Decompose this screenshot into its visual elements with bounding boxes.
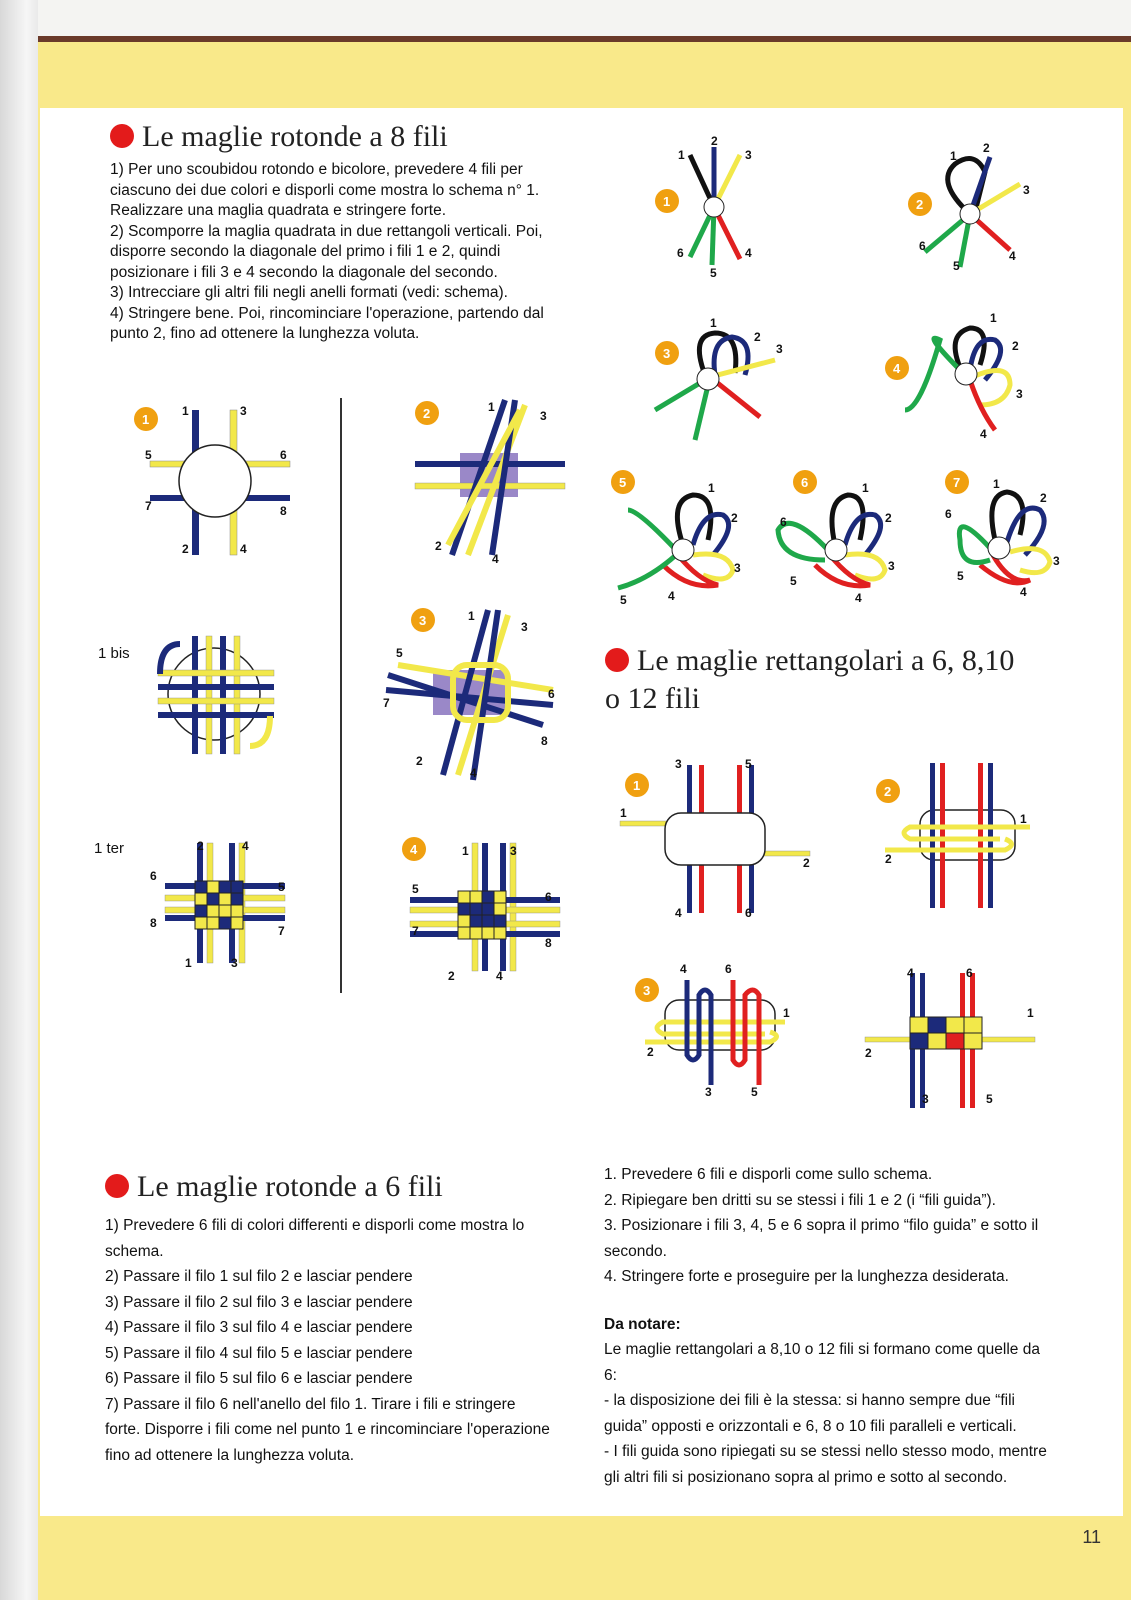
svg-text:5: 5 xyxy=(145,448,152,462)
svg-text:2: 2 xyxy=(711,134,718,148)
heading-round-6-text: Le maglie rotonde a 6 fili xyxy=(137,1170,443,1203)
diagram-round6-step4 xyxy=(880,310,1040,445)
svg-text:3: 3 xyxy=(240,404,247,418)
heading-rectangular xyxy=(605,642,1045,718)
svg-text:1: 1 xyxy=(1027,1006,1034,1020)
round-6-step-2: 2) Passare il filo 1 sul filo 2 e lasciar pendere xyxy=(105,1268,413,1285)
svg-text:2: 2 xyxy=(448,969,455,983)
diagram-round6-step1 xyxy=(650,135,770,280)
svg-text:6: 6 xyxy=(280,448,287,462)
svg-text:2: 2 xyxy=(182,542,189,556)
svg-text:3: 3 xyxy=(734,561,741,575)
svg-text:4: 4 xyxy=(492,552,499,566)
svg-text:2: 2 xyxy=(916,197,924,212)
label-1-bis: 1 bis xyxy=(98,645,130,662)
svg-text:3: 3 xyxy=(510,844,517,858)
svg-text:4: 4 xyxy=(855,591,862,605)
svg-text:1: 1 xyxy=(663,194,671,209)
step-badge xyxy=(945,470,969,494)
round-6-step-1: 1) Prevedere 6 fili di colori differenti e disporli come mostra lo schema. xyxy=(105,1217,525,1260)
svg-text:6: 6 xyxy=(677,246,684,260)
svg-text:4: 4 xyxy=(1020,585,1027,599)
svg-text:6: 6 xyxy=(945,507,952,521)
rect-step-4: 4. Stringere forte e proseguire per la lunghezza desiderata. xyxy=(604,1268,1009,1285)
svg-text:7: 7 xyxy=(278,924,285,938)
step-badge xyxy=(402,837,426,861)
svg-text:3: 3 xyxy=(643,983,651,998)
svg-text:2: 2 xyxy=(423,406,431,421)
svg-text:4: 4 xyxy=(675,906,682,920)
svg-text:2: 2 xyxy=(731,511,738,525)
svg-text:6: 6 xyxy=(725,962,732,976)
svg-text:4: 4 xyxy=(680,962,687,976)
svg-text:3: 3 xyxy=(1053,554,1060,568)
rect-step-2: 2. Ripiegare ben dritti su se stessi i fili 1 e 2 (i “fili guida”). xyxy=(604,1191,996,1209)
step-badge xyxy=(655,189,679,213)
svg-text:7: 7 xyxy=(383,696,390,710)
note-title: Da notare: xyxy=(604,1315,681,1333)
svg-text:2: 2 xyxy=(647,1045,654,1059)
heading-round-6 xyxy=(105,1168,443,1206)
svg-text:6: 6 xyxy=(545,890,552,904)
rectangular-instructions xyxy=(604,1162,1054,1490)
svg-text:3: 3 xyxy=(231,956,238,970)
svg-text:5: 5 xyxy=(957,569,964,583)
round-6-instructions xyxy=(105,1213,555,1468)
svg-text:4: 4 xyxy=(907,966,914,980)
svg-text:2: 2 xyxy=(435,539,442,553)
svg-text:1: 1 xyxy=(862,481,869,495)
svg-text:6: 6 xyxy=(150,869,157,883)
svg-text:5: 5 xyxy=(986,1092,993,1106)
svg-text:5: 5 xyxy=(751,1085,758,1099)
bullet-icon xyxy=(105,1174,129,1198)
svg-text:8: 8 xyxy=(280,504,287,518)
svg-text:3: 3 xyxy=(1016,387,1023,401)
svg-text:2: 2 xyxy=(803,856,810,870)
diagram-round8-1bis xyxy=(150,630,280,760)
step-badge xyxy=(625,773,649,797)
diagram-rect-step2 xyxy=(870,755,1040,915)
svg-text:2: 2 xyxy=(983,141,990,155)
step-badge xyxy=(908,192,932,216)
svg-text:6: 6 xyxy=(966,966,973,980)
svg-text:5: 5 xyxy=(790,574,797,588)
svg-text:5: 5 xyxy=(745,757,752,771)
svg-text:5: 5 xyxy=(710,266,717,280)
note-line-1: Le maglie rettangolari a 8,10 o 12 fili si formano come quelle da 6: xyxy=(604,1341,1040,1384)
diagram-round8-1ter xyxy=(145,835,295,975)
svg-text:5: 5 xyxy=(619,475,627,490)
step-badge xyxy=(885,356,909,380)
svg-text:4: 4 xyxy=(240,542,247,556)
svg-text:1: 1 xyxy=(1020,812,1027,826)
svg-text:2: 2 xyxy=(884,784,892,799)
svg-text:4: 4 xyxy=(1009,249,1016,263)
bullet-icon xyxy=(605,648,629,672)
svg-text:3: 3 xyxy=(663,346,671,361)
svg-text:1: 1 xyxy=(488,400,495,414)
heading-rectangular-line2: o 12 fili xyxy=(605,682,700,715)
svg-text:7: 7 xyxy=(953,475,961,490)
step-badge xyxy=(611,470,635,494)
svg-text:5: 5 xyxy=(953,259,960,273)
step-badge xyxy=(655,341,679,365)
svg-text:2: 2 xyxy=(1012,339,1019,353)
diagram-rect-step4 xyxy=(860,965,1040,1115)
svg-text:1: 1 xyxy=(185,956,192,970)
svg-text:2: 2 xyxy=(754,330,761,344)
diagram-rect-step3 xyxy=(635,960,805,1100)
svg-text:5: 5 xyxy=(412,882,419,896)
diagram-round8-step2 xyxy=(400,395,580,570)
step-badge xyxy=(635,978,659,1002)
svg-text:4: 4 xyxy=(980,427,987,441)
svg-text:2: 2 xyxy=(416,754,423,768)
svg-text:3: 3 xyxy=(745,148,752,162)
svg-text:1: 1 xyxy=(633,778,641,793)
svg-text:4: 4 xyxy=(893,361,901,376)
svg-text:3: 3 xyxy=(705,1085,712,1099)
svg-text:5: 5 xyxy=(278,880,285,894)
svg-text:4: 4 xyxy=(470,766,477,780)
svg-text:6: 6 xyxy=(548,687,555,701)
note-line-3: - I fili guida sono ripiegati su se stessi nello stesso modo, mentre gli altri fili si posizionano sopra al primo e sotto al secondo. xyxy=(604,1443,1047,1486)
svg-text:1: 1 xyxy=(710,316,717,330)
diagram-round8-step3 xyxy=(378,605,578,785)
svg-text:1: 1 xyxy=(468,609,475,623)
svg-text:8: 8 xyxy=(541,734,548,748)
step-badge xyxy=(876,779,900,803)
label-1-ter: 1 ter xyxy=(94,840,125,857)
svg-text:3: 3 xyxy=(922,1092,929,1106)
round-8-step-4: 4) Stringere bene. Poi, rincominciare l'operazione, partendo dal punto 2, fino ad ottenere la lunghezza voluta. xyxy=(110,304,544,342)
round-6-step-3: 3) Passare il filo 2 sul filo 3 e lasciar pendere xyxy=(105,1293,413,1311)
rect-step-3: 3. Posizionare i fili 3, 4, 5 e 6 sopra il primo “filo guida” e sotto il secondo. xyxy=(604,1217,1039,1260)
svg-text:2: 2 xyxy=(1040,491,1047,505)
page-number: 11 xyxy=(1082,1527,1101,1547)
diagram-round8-step4 xyxy=(400,835,570,985)
diagram-round6-step2 xyxy=(905,142,1045,277)
rect-step-1: 1. Prevedere 6 fili e disporli come sullo schema. xyxy=(604,1166,933,1183)
svg-text:7: 7 xyxy=(145,499,152,513)
svg-text:1: 1 xyxy=(142,412,150,427)
svg-text:2: 2 xyxy=(865,1046,872,1060)
svg-text:4: 4 xyxy=(668,589,675,603)
svg-text:1: 1 xyxy=(990,311,997,325)
round-8-step-2: 2) Scomporre la maglia quadrata in due rettangoli verticali. Poi, disporre secondo la diagonale del primo i fili 1 e 2, quindi posizionare i fili 3 e 4 secondo la diagonale del secondo. xyxy=(110,222,543,281)
svg-text:3: 3 xyxy=(888,559,895,573)
round-8-step-1: 1) Per uno scoubidou rotondo e bicolore, prevedere 4 fili per ciascuno dei due colori e disporli come mostra lo schema n° 1. Realizzare una maglia quadrata e stringere forte. xyxy=(110,161,540,219)
diagram-round8-step1 xyxy=(120,395,310,570)
step-badge xyxy=(415,401,439,425)
svg-text:3: 3 xyxy=(1023,183,1030,197)
svg-text:1: 1 xyxy=(783,1006,790,1020)
svg-text:1: 1 xyxy=(620,806,627,820)
bullet-icon xyxy=(110,124,134,148)
diagram-round6-step7 xyxy=(945,470,1065,605)
svg-text:8: 8 xyxy=(150,916,157,930)
heading-round-8-text: Le maglie rotonde a 8 fili xyxy=(142,120,448,153)
svg-text:3: 3 xyxy=(521,620,528,634)
svg-text:6: 6 xyxy=(745,906,752,920)
step-badge xyxy=(134,407,158,431)
step-badge xyxy=(793,470,817,494)
svg-text:2: 2 xyxy=(885,852,892,866)
round-8-instructions xyxy=(110,160,555,345)
diagram-round6-step5 xyxy=(608,470,758,610)
svg-text:4: 4 xyxy=(410,842,418,857)
svg-text:2: 2 xyxy=(197,839,204,853)
diagram-rect-step1 xyxy=(615,755,825,925)
svg-text:4: 4 xyxy=(242,839,249,853)
svg-text:5: 5 xyxy=(620,593,627,607)
svg-text:5: 5 xyxy=(396,646,403,660)
svg-text:4: 4 xyxy=(745,246,752,260)
svg-text:3: 3 xyxy=(540,409,547,423)
heading-round-8 xyxy=(110,118,448,156)
round-6-step-5: 5) Passare il filo 4 sul filo 5 e lasciar pendere xyxy=(105,1344,413,1362)
svg-text:3: 3 xyxy=(419,613,427,628)
round-6-step-6: 6) Passare il filo 5 sul filo 6 e lasciar pendere xyxy=(105,1370,413,1387)
round-6-step-7: 7) Passare il filo 6 nell'anello del filo 1. Tirare i fili e stringere forte. Disporre i fili come nel punto 1 e rincominciare l'operazione fino ad ottenere la lunghezza voluta. xyxy=(105,1395,550,1464)
svg-text:1: 1 xyxy=(993,477,1000,491)
column-divider xyxy=(340,398,342,993)
svg-text:3: 3 xyxy=(776,342,783,356)
svg-text:3: 3 xyxy=(675,757,682,771)
svg-text:6: 6 xyxy=(919,239,926,253)
round-6-step-4: 4) Passare il filo 3 sul filo 4 e lasciar pendere xyxy=(105,1319,413,1336)
svg-text:1: 1 xyxy=(950,149,957,163)
svg-text:1: 1 xyxy=(678,148,685,162)
note-line-2: - la disposizione dei fili è la stessa: si hanno sempre due “fili guida” opposti e orizzontali e 6, 8 o 10 fili paralleli e verticali. xyxy=(604,1392,1017,1435)
svg-text:1: 1 xyxy=(462,844,469,858)
scan-edge xyxy=(0,0,38,1600)
svg-text:6: 6 xyxy=(801,475,809,490)
svg-text:7: 7 xyxy=(412,924,419,938)
step-badge xyxy=(411,608,435,632)
svg-text:4: 4 xyxy=(496,969,503,983)
round-8-step-3: 3) Intrecciare gli altri fili negli anelli formati (vedi: schema). xyxy=(110,284,508,301)
svg-text:8: 8 xyxy=(545,936,552,950)
svg-text:1: 1 xyxy=(708,481,715,495)
diagram-round6-step3 xyxy=(650,315,800,450)
svg-text:1: 1 xyxy=(182,404,189,418)
svg-text:6: 6 xyxy=(780,515,787,529)
svg-text:2: 2 xyxy=(885,511,892,525)
diagram-round6-step6 xyxy=(770,470,920,610)
heading-rectangular-line1: Le maglie rettangolari a 6, 8,10 xyxy=(637,644,1015,677)
